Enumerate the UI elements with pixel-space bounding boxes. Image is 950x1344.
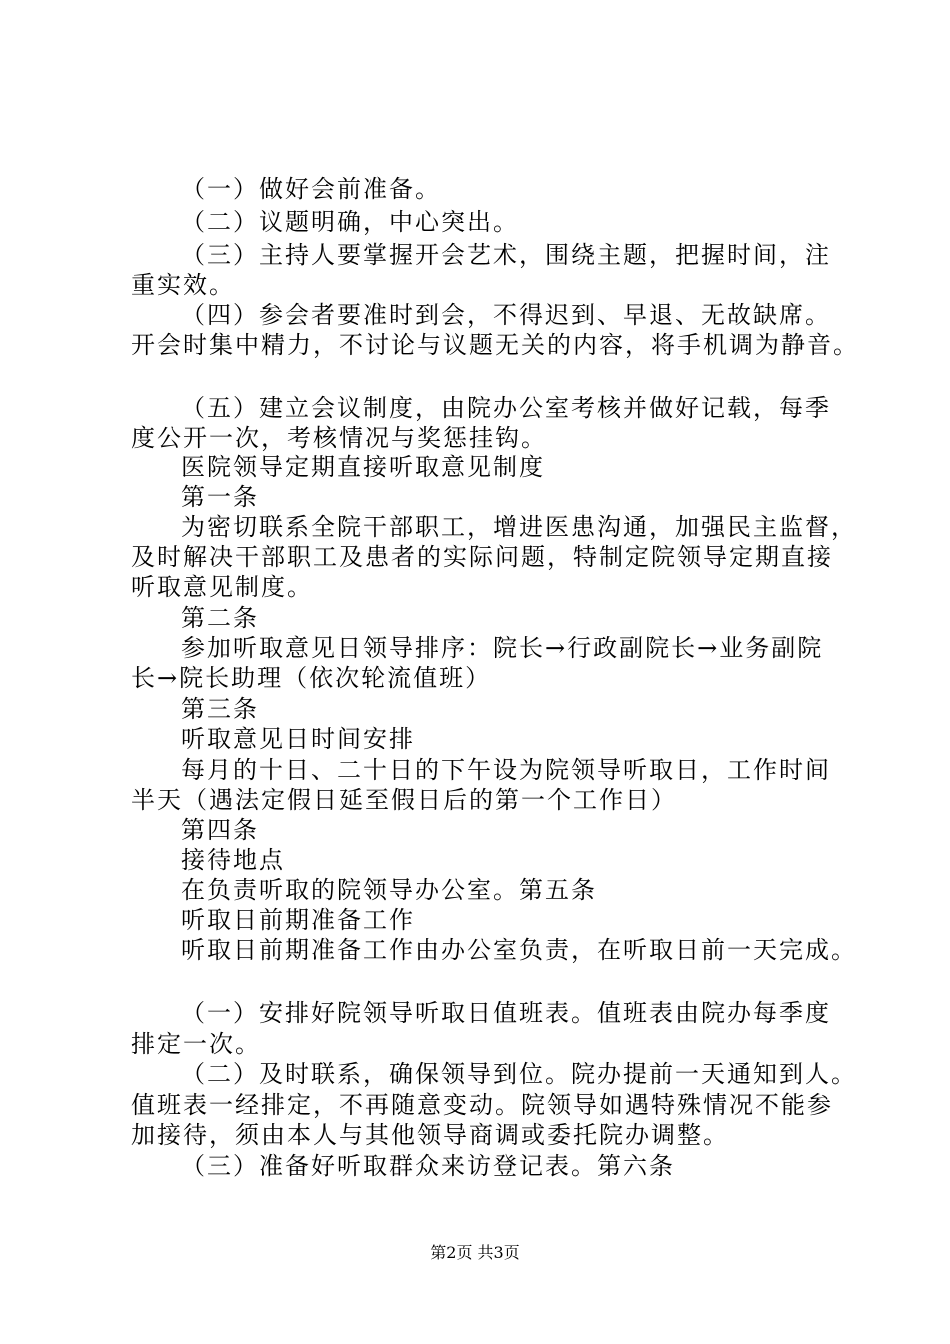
paragraph-line: 听取意见制度。 bbox=[131, 573, 313, 601]
section-title: 医院领导定期直接听取意见制度 bbox=[181, 453, 545, 481]
paragraph-line: 接待地点 bbox=[181, 846, 285, 874]
paragraph-line: （二）议题明确，中心突出。 bbox=[181, 208, 519, 236]
paragraph-line: （二）及时联系，确保领导到位。院办提前一天通知到人。 bbox=[181, 1060, 857, 1088]
page-footer: 第2页 共3页 bbox=[430, 1243, 520, 1262]
paragraph-line: （四）参会者要准时到会，不得迟到、早退、无故缺席。 bbox=[181, 301, 831, 329]
paragraph-line: 排定一次。 bbox=[131, 1030, 261, 1058]
paragraph-line: 为密切联系全院干部职工，增进医患沟通，加强民主监督， bbox=[181, 513, 857, 541]
paragraph-line: 及时解决干部职工及患者的实际问题，特制定院领导定期直接 bbox=[131, 543, 833, 571]
paragraph-line: 加接待，须由本人与其他领导商调或委托院办调整。 bbox=[131, 1121, 729, 1149]
paragraph-line: 每月的十日、二十日的下午设为院领导听取日，工作时间 bbox=[181, 756, 831, 784]
article-heading: 第四条 bbox=[181, 816, 259, 844]
paragraph-line: 听取意见日时间安排 bbox=[181, 725, 415, 753]
article-heading: 第三条 bbox=[181, 695, 259, 723]
paragraph-line: （五）建立会议制度，由院办公室考核并做好记载，每季 bbox=[181, 394, 831, 422]
article-heading: 第二条 bbox=[181, 604, 259, 632]
paragraph-line: 半天（遇法定假日延至假日后的第一个工作日） bbox=[131, 786, 677, 814]
paragraph-line: 重实效。 bbox=[131, 271, 235, 299]
paragraph-line: （一）安排好院领导听取日值班表。值班表由院办每季度 bbox=[181, 999, 831, 1027]
article-heading: 第一条 bbox=[181, 483, 259, 511]
paragraph-line: 度公开一次，考核情况与奖惩挂钩。 bbox=[131, 424, 547, 452]
paragraph-line: 开会时集中精力，不讨论与议题无关的内容，将手机调为静音。 bbox=[131, 331, 859, 359]
paragraph-line: 值班表一经排定，不再随意变动。院领导如遇特殊情况不能参 bbox=[131, 1091, 833, 1119]
paragraph-line: 参加听取意见日领导排序：院长→行政副院长→业务副院 bbox=[181, 634, 824, 662]
paragraph-line: 听取日前期准备工作 bbox=[181, 906, 415, 934]
paragraph-line: （一）做好会前准备。 bbox=[181, 175, 441, 203]
paragraph-line: 听取日前期准备工作由办公室负责，在听取日前一天完成。 bbox=[181, 936, 857, 964]
paragraph-line: 在负责听取的院领导办公室。第五条 bbox=[181, 876, 597, 904]
paragraph-line: 长→院长助理（依次轮流值班） bbox=[131, 664, 492, 692]
paragraph-line: （三）准备好听取群众来访登记表。第六条 bbox=[181, 1152, 675, 1180]
paragraph-line: （三）主持人要掌握开会艺术，围绕主题，把握时间，注 bbox=[181, 241, 831, 269]
